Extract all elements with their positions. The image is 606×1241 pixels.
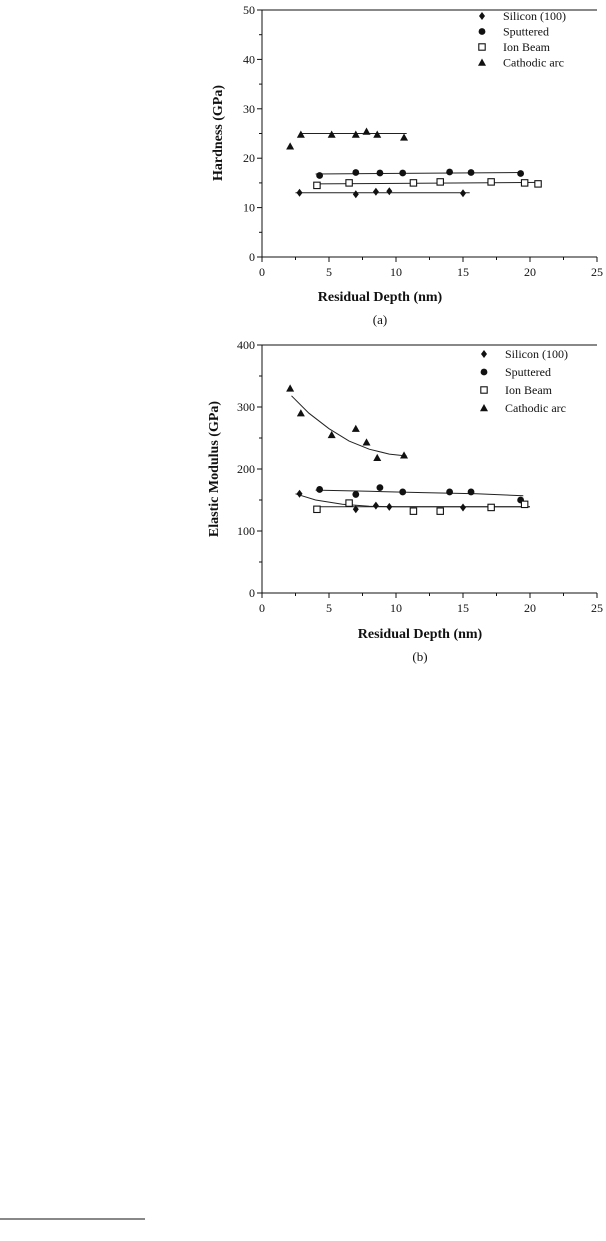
legend-label-silicon-100: Silicon (100) — [503, 9, 566, 23]
point-sputtered — [446, 169, 453, 176]
y-tick-label: 50 — [243, 3, 255, 17]
chart-a-fit-lines — [296, 134, 541, 193]
chart-a-panel-label: (a) — [372, 312, 388, 327]
x-tick-label: 15 — [457, 265, 469, 279]
point-ion-beam — [535, 181, 541, 187]
y-tick-label: 400 — [237, 338, 255, 352]
point-silicon-100 — [297, 189, 303, 197]
chart-a-legend — [478, 9, 566, 70]
y-tick-label: 200 — [237, 462, 255, 476]
point-cathodic-arc — [352, 425, 360, 432]
x-tick-label: 20 — [524, 265, 536, 279]
legend-marker-ion-beam — [481, 387, 487, 393]
chart-b-ylabel: Elastic Modulus (GPa) — [207, 400, 222, 538]
point-sputtered — [377, 170, 384, 177]
x-tick-label: 10 — [390, 601, 402, 615]
point-cathodic-arc — [328, 130, 336, 137]
point-sputtered — [399, 170, 406, 177]
legend-marker-ion-beam — [479, 44, 485, 50]
legend-label-ion-beam: Ion Beam — [503, 40, 550, 54]
chart-panel-b — [207, 338, 603, 664]
legend-marker-silicon-100 — [481, 350, 487, 358]
x-tick-label: 0 — [259, 265, 265, 279]
point-sputtered — [446, 489, 453, 496]
point-silicon-100 — [353, 190, 359, 198]
point-cathodic-arc — [286, 142, 294, 149]
legend-marker-sputtered — [481, 369, 488, 376]
y-tick-label: 10 — [243, 200, 255, 215]
point-ion-beam — [346, 500, 352, 506]
x-tick-label: 25 — [591, 265, 603, 279]
point-cathodic-arc — [373, 454, 381, 461]
point-sputtered — [316, 486, 323, 493]
x-tick-label: 0 — [259, 601, 265, 615]
x-tick-label: 20 — [524, 601, 536, 615]
point-silicon-100 — [386, 503, 392, 511]
point-ion-beam — [314, 182, 320, 188]
point-cathodic-arc — [363, 128, 371, 135]
chart-a-ylabel: Hardness (GPa) — [211, 84, 226, 182]
point-ion-beam — [346, 180, 352, 186]
point-cathodic-arc — [352, 130, 360, 137]
chart-b-ticks — [237, 338, 603, 615]
legend-label-ion-beam: Ion Beam — [505, 383, 552, 397]
y-tick-label: 300 — [237, 400, 255, 414]
point-sputtered — [468, 169, 475, 176]
point-sputtered — [517, 170, 524, 177]
legend-marker-cathodic-arc — [478, 59, 486, 66]
point-silicon-100 — [297, 490, 303, 498]
legend-marker-silicon-100 — [479, 12, 485, 20]
point-ion-beam — [410, 508, 416, 514]
point-ion-beam — [314, 506, 320, 512]
y-tick-label: 40 — [243, 52, 255, 67]
legend-label-silicon-100: Silicon (100) — [505, 347, 568, 361]
point-sputtered — [468, 489, 475, 496]
x-tick-label: 15 — [457, 601, 469, 615]
point-cathodic-arc — [373, 130, 381, 137]
x-tick-label: 25 — [591, 601, 603, 615]
point-cathodic-arc — [363, 438, 371, 445]
point-cathodic-arc — [400, 133, 408, 140]
y-tick-label: 100 — [237, 524, 255, 538]
y-tick-label: 30 — [243, 101, 255, 116]
point-ion-beam — [488, 504, 494, 510]
legend-marker-sputtered — [479, 28, 486, 35]
x-tick-label: 5 — [326, 601, 332, 615]
chart-b-panel-label: (b) — [412, 649, 428, 664]
chart-b-fit-lines — [292, 396, 531, 507]
point-sputtered — [399, 489, 406, 496]
chart-panel-a — [211, 3, 603, 327]
point-ion-beam — [410, 180, 416, 186]
x-tick-label: 5 — [326, 265, 332, 279]
point-ion-beam — [521, 501, 527, 507]
point-silicon-100 — [460, 503, 466, 511]
point-sputtered — [352, 169, 359, 176]
point-sputtered — [316, 172, 323, 179]
legend-label-sputtered: Sputtered — [505, 365, 551, 379]
legend-label-cathodic-arc: Cathodic arc — [503, 55, 564, 70]
fit-line-cathodic-arc — [292, 396, 407, 456]
point-ion-beam — [521, 180, 527, 186]
y-tick-label: 0 — [249, 586, 255, 600]
point-cathodic-arc — [297, 130, 305, 137]
fit-line-sputtered — [316, 173, 524, 175]
chart-a-points — [286, 128, 541, 199]
point-cathodic-arc — [286, 384, 294, 391]
point-ion-beam — [437, 179, 443, 185]
legend-marker-cathodic-arc — [480, 404, 488, 411]
y-tick-label: 0 — [249, 250, 255, 264]
point-silicon-100 — [373, 502, 379, 510]
legend-label-cathodic-arc: Cathodic arc — [505, 401, 566, 415]
point-silicon-100 — [386, 187, 392, 195]
point-ion-beam — [437, 508, 443, 514]
chart-b-legend — [480, 347, 568, 415]
fit-line-sputtered — [316, 490, 524, 496]
chart-b-xlabel: Residual Depth (nm) — [357, 627, 483, 642]
point-silicon-100 — [460, 189, 466, 197]
point-ion-beam — [488, 179, 494, 185]
y-tick-label: 20 — [243, 151, 255, 166]
chart-a-xlabel: Residual Depth (nm) — [317, 290, 443, 305]
point-silicon-100 — [373, 188, 379, 196]
legend-label-sputtered: Sputtered — [503, 24, 549, 39]
point-cathodic-arc — [297, 409, 305, 416]
point-sputtered — [352, 491, 359, 498]
x-tick-label: 10 — [390, 265, 402, 279]
point-sputtered — [377, 484, 384, 491]
